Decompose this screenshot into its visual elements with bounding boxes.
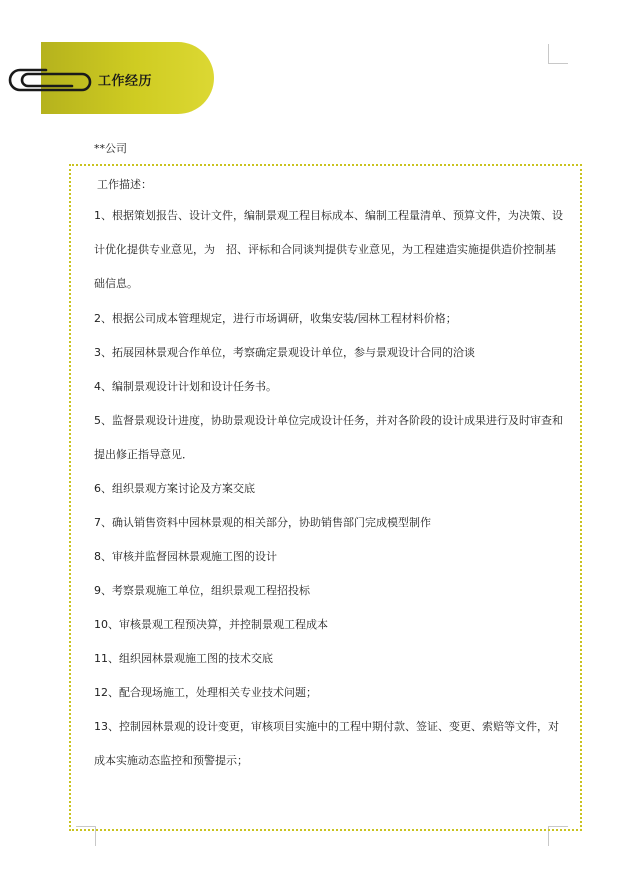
crop-mark-top-right: [548, 44, 568, 64]
description-label: 工作描述：: [97, 178, 152, 191]
duty-item-4: 4、编制景观设计计划和设计任务书。: [94, 380, 277, 393]
duty-item-6: 6、组织景观方案讨论及方案交底: [94, 482, 255, 495]
duty-item-2: 2、根据公司成本管理规定，进行市场调研，收集安装/园林工程材料价格；: [94, 312, 457, 325]
paperclip-icon: [6, 64, 92, 96]
duty-item-12: 12、配合现场施工，处理相关专业技术问题；: [94, 686, 317, 699]
duty-item-3: 3、拓展园林景观合作单位，考察确定景观设计单位，参与景观设计合同的洽谈: [94, 346, 475, 359]
duty-item-7: 7、确认销售资料中园林景观的相关部分，协助销售部门完成模型制作: [94, 516, 431, 529]
duty-item-9: 9、考察景观施工单位，组织景观工程招投标: [94, 584, 310, 597]
section-title: 工作经历: [98, 74, 153, 89]
duty-item-1: 1、根据策划报告、设计文件，编制景观工程目标成本、编制工程量清单、预算文件，为决策、设计优化提供专业意见，为 招、评标和合同谈判提供专业意见，为工程建造实施提供造价控制基础信息。: [94, 209, 563, 290]
duty-item-11: 11、组织园林景观施工图的技术交底: [94, 652, 273, 665]
company-name: **公司: [94, 142, 127, 155]
duty-item-5: 5、监督景观设计进度，协助景观设计单位完成设计任务，并对各阶段的设计成果进行及时审查和提出修正指导意见．: [94, 414, 563, 461]
duty-item-13: 13、控制园林景观的设计变更，审核项目实施中的工程中期付款、签证、变更、索赔等文件，对成本实施动态监控和预警提示；: [94, 720, 559, 767]
duty-item-10: 10、审核景观工程预决算，并控制景观工程成本: [94, 618, 328, 631]
duty-item-8: 8、审核并监督园林景观施工图的设计: [94, 550, 277, 563]
